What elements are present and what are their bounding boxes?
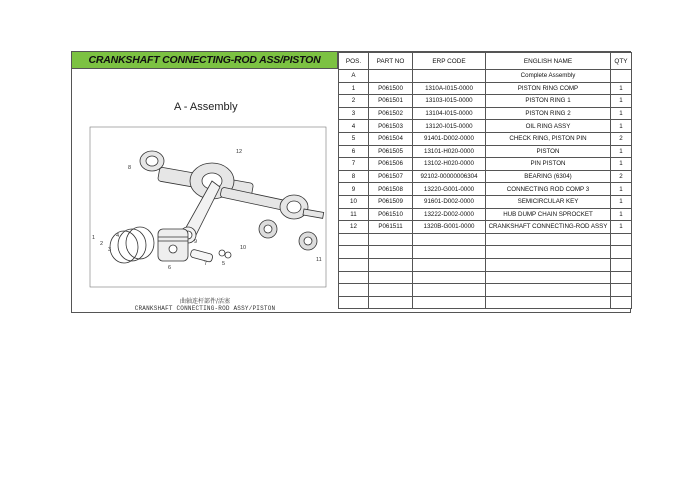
cell-qty (611, 70, 632, 83)
callout-4: 4 (116, 233, 120, 239)
assembly-diagram (72, 69, 338, 312)
cell-erp-code: 13102-H020-0000 (413, 158, 486, 171)
cell-english-name: SEMICIRCULAR KEY (486, 195, 611, 208)
parts-table (338, 52, 632, 309)
cell-erp-code (413, 70, 486, 83)
cell-part-no: P061500 (369, 82, 413, 95)
callout-8: 8 (128, 165, 132, 171)
cell-pos: 7 (339, 158, 369, 171)
callout-12: 12 (236, 149, 243, 155)
callout-3: 3 (108, 247, 112, 253)
table-row-empty (339, 284, 632, 297)
cell-qty: 1 (611, 208, 632, 221)
table-row (339, 120, 632, 133)
cell-part-no (369, 70, 413, 83)
cell-english-name: CONNECTING ROD COMP 3 (486, 183, 611, 196)
table-row (339, 132, 632, 145)
callout-9: 9 (194, 239, 198, 245)
cell-pos: 9 (339, 183, 369, 196)
cell-part-no: P061509 (369, 195, 413, 208)
cell-part-no: P061501 (369, 95, 413, 108)
cell-part-no: P061508 (369, 183, 413, 196)
cell-pos: 10 (339, 195, 369, 208)
piston-icon (158, 229, 188, 261)
cell-qty: 1 (611, 183, 632, 196)
cell-qty: 2 (611, 132, 632, 145)
table-row (339, 183, 632, 196)
callout-7: 7 (204, 261, 208, 267)
table-row (339, 158, 632, 171)
exploded-view-drawing (72, 69, 338, 294)
table-row (339, 95, 632, 108)
cell-qty: 2 (611, 170, 632, 183)
cell-erp-code: 91601-D002-0000 (413, 195, 486, 208)
cell-english-name: CHECK RING, PISTON PIN (486, 132, 611, 145)
cell-erp-code: 13222-D002-0000 (413, 208, 486, 221)
cell-qty: 1 (611, 195, 632, 208)
cell-english-name: PISTON RING 2 (486, 107, 611, 120)
caption-english: CRANKSHAFT CONNECTING-ROD ASSY/PISTON (134, 305, 276, 312)
cell-part-no: P061503 (369, 120, 413, 133)
cell-qty: 1 (611, 158, 632, 171)
assembly-label: A - Assembly (174, 101, 238, 113)
table-row-empty (339, 296, 632, 309)
cell-pos: 2 (339, 95, 369, 108)
table-row (339, 195, 632, 208)
table-row-empty (339, 258, 632, 271)
callout-6: 6 (168, 265, 172, 271)
cell-english-name: PISTON (486, 145, 611, 158)
table-row (339, 170, 632, 183)
callout-1: 1 (92, 235, 96, 241)
callout-10: 10 (240, 245, 247, 251)
caption-chinese: 曲轴连杆部件/活塞 (179, 298, 231, 305)
table-row-empty (339, 271, 632, 284)
callout-11: 11 (316, 257, 322, 263)
title-bar (72, 52, 338, 69)
crankshaft-icon (140, 151, 324, 219)
table-row (339, 221, 632, 234)
table-header-row (339, 53, 632, 70)
cell-english-name: PISTON RING 1 (486, 95, 611, 108)
cell-erp-code: 13120-I015-0000 (413, 120, 486, 133)
cell-pos: 6 (339, 145, 369, 158)
cell-qty: 1 (611, 145, 632, 158)
cell-qty: 1 (611, 120, 632, 133)
cell-english-name: PISTON RING COMP (486, 82, 611, 95)
cell-pos: 3 (339, 107, 369, 120)
cell-erp-code: 1320B-G001-0000 (413, 221, 486, 234)
bearing-icon (259, 220, 317, 250)
callout-5: 5 (222, 261, 226, 267)
cell-pos: 11 (339, 208, 369, 221)
cell-pos: 8 (339, 170, 369, 183)
cell-english-name: PIN PISTON (486, 158, 611, 171)
parts-sheet (71, 51, 631, 313)
cell-part-no: P061511 (369, 221, 413, 234)
cell-pos: 4 (339, 120, 369, 133)
cell-qty: 1 (611, 95, 632, 108)
cell-part-no: P061506 (369, 158, 413, 171)
header-part-no: PART NO (369, 53, 413, 70)
cell-english-name: Complete Assembly (486, 70, 611, 83)
cell-erp-code: 13104-I015-0000 (413, 107, 486, 120)
cell-part-no: P061502 (369, 107, 413, 120)
cell-erp-code: 13103-I015-0000 (413, 95, 486, 108)
cell-english-name: HUB DUMP CHAIN SPROCKET (486, 208, 611, 221)
cell-english-name: BEARING (6304) (486, 170, 611, 183)
cell-erp-code: 92102-00000006304 (413, 170, 486, 183)
cell-pos: 5 (339, 132, 369, 145)
table-row (339, 208, 632, 221)
callout-2: 2 (100, 241, 104, 247)
table-row-empty (339, 233, 632, 246)
cell-part-no: P061505 (369, 145, 413, 158)
cell-erp-code: 13220-G001-0000 (413, 183, 486, 196)
cell-qty: 1 (611, 82, 632, 95)
sheet-title: CRANKSHAFT CONNECTING-ROD ASS/PISTON (88, 54, 321, 66)
cell-part-no: P061504 (369, 132, 413, 145)
cell-pos: 1 (339, 82, 369, 95)
cell-pos: A (339, 70, 369, 83)
cell-english-name: OIL RING ASSY (486, 120, 611, 133)
cell-qty: 1 (611, 107, 632, 120)
header-qty: QTY (611, 53, 632, 70)
cell-qty: 1 (611, 221, 632, 234)
table-row (339, 107, 632, 120)
header-english-name: ENGLISH NAME (486, 53, 611, 70)
cell-pos: 12 (339, 221, 369, 234)
table-row (339, 70, 632, 83)
cell-erp-code: 91401-D002-0000 (413, 132, 486, 145)
header-erp-code: ERP CODE (413, 53, 486, 70)
cell-part-no: P061510 (369, 208, 413, 221)
table-row-empty (339, 246, 632, 259)
table-row (339, 82, 632, 95)
cell-english-name: CRANKSHAFT CONNECTING-ROD ASSY (486, 221, 611, 234)
cell-erp-code: 1310A-I015-0000 (413, 82, 486, 95)
cell-part-no: P061507 (369, 170, 413, 183)
cell-erp-code: 13101-H020-0000 (413, 145, 486, 158)
table-row (339, 145, 632, 158)
header-pos: POS. (339, 53, 369, 70)
